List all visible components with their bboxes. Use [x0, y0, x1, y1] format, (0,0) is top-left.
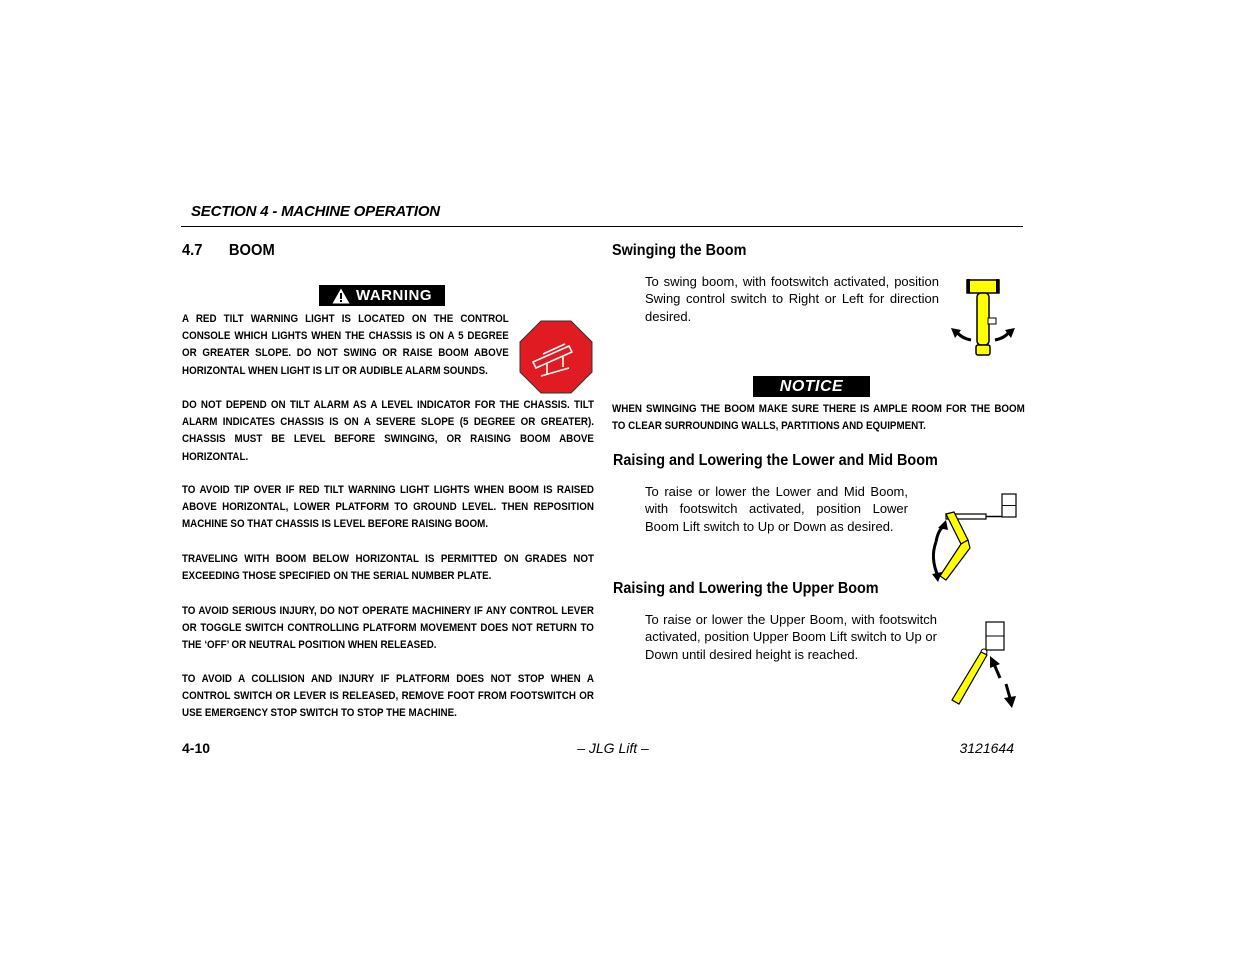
warning-triangle-icon	[332, 288, 350, 304]
warning-paragraph-1: A RED TILT WARNING LIGHT IS LOCATED ON THE CONTROL CONSOLE WHICH LIGHTS WHEN THE CHASSIS IS ON A 5 DEGREE OR GREATER SLOPE. DO NOT SWING OR RAISE BOOM ABOVE HORIZONTAL WHEN LIGHT IS LIT OR AUDIBLE ALARM SOUNDS.	[182, 313, 509, 377]
notice-label: NOTICE	[779, 377, 844, 395]
lower-mid-boom-heading: Raising and Lowering the Lower and Mid Boom	[613, 452, 938, 469]
lower-mid-boom-diagram-icon	[924, 490, 1020, 582]
warning-paragraph-3: TO AVOID TIP OVER IF RED TILT WARNING LIGHT LIGHTS WHEN BOOM IS RAISED ABOVE HORIZONTAL, LOWER PLATFORM TO GROUND LEVEL. THEN REPOSITION MACHINE SO THAT CHASSIS IS LEVEL BEFORE RAISING BOOM.	[182, 484, 594, 531]
swing-body: To swing boom, with footswitch activated, position Swing control switch to Right or Left for direction desired.	[645, 274, 939, 324]
section-header: SECTION 4 - MACHINE OPERATION	[191, 203, 440, 220]
warning-paragraph-2: DO NOT DEPEND ON TILT ALARM AS A LEVEL INDICATOR FOR THE CHASSIS. TILT ALARM INDICATES CHASSIS IS ON A SEVERE SLOPE (5 DEGREE OR GREATER). CHASSIS MUST BE LEVEL BEFORE SWINGING, OR RAISING BOOM ABOVE HORIZONTAL.	[182, 399, 594, 463]
footer-title: – JLG Lift –	[577, 740, 649, 756]
section-number: 4.7	[182, 242, 203, 259]
section-title	[182, 242, 275, 260]
upper-boom-body: To raise or lower the Upper Boom, with footswitch activated, position Upper Boom Lift switch to Up or Down until desired height is reached.	[645, 612, 937, 662]
warning-paragraph-5: TO AVOID SERIOUS INJURY, DO NOT OPERATE MACHINERY IF ANY CONTROL LEVER OR TOGGLE SWITCH CONTROLLING PLATFORM MOVEMENT DOES NOT RETURN TO THE ‘OFF’ OR NEUTRAL POSITION WHEN RELEASED.	[182, 605, 594, 652]
page-number: 4-10	[182, 740, 211, 756]
warning-label: WARNING	[356, 287, 432, 304]
lower-mid-boom-body: To raise or lower the Lower and Mid Boom, with footswitch activated, position Lower Boom Lift switch to Up or Down as desired.	[645, 484, 908, 534]
notice-banner	[753, 376, 870, 397]
upper-boom-heading: Raising and Lowering the Upper Boom	[613, 580, 879, 597]
upper-boom-diagram-icon	[948, 618, 1026, 710]
tilt-alarm-stop-icon	[519, 320, 593, 394]
warning-paragraph-6: TO AVOID A COLLISION AND INJURY IF PLATFORM DOES NOT STOP WHEN A CONTROL SWITCH OR LEVER IS RELEASED, REMOVE FOOT FROM FOOTSWITCH OR USE EMERGENCY STOP SWITCH TO STOP THE MACHINE.	[182, 673, 594, 720]
document-number: 3121644	[959, 740, 1014, 756]
swing-diagram-icon	[947, 274, 1019, 360]
header-rule	[181, 226, 1023, 227]
warning-banner	[319, 285, 445, 306]
warning-paragraph-4: TRAVELING WITH BOOM BELOW HORIZONTAL IS PERMITTED ON GRADES NOT EXCEEDING THOSE SPECIFIED ON THE SERIAL NUMBER PLATE.	[182, 553, 594, 583]
swing-heading: Swinging the Boom	[612, 242, 747, 259]
notice-text: WHEN SWINGING THE BOOM MAKE SURE THERE IS AMPLE ROOM FOR THE BOOM TO CLEAR SURROUNDING WALLS, PARTITIONS AND EQUIPMENT.	[612, 403, 1025, 433]
section-title-text: BOOM	[228, 242, 275, 259]
